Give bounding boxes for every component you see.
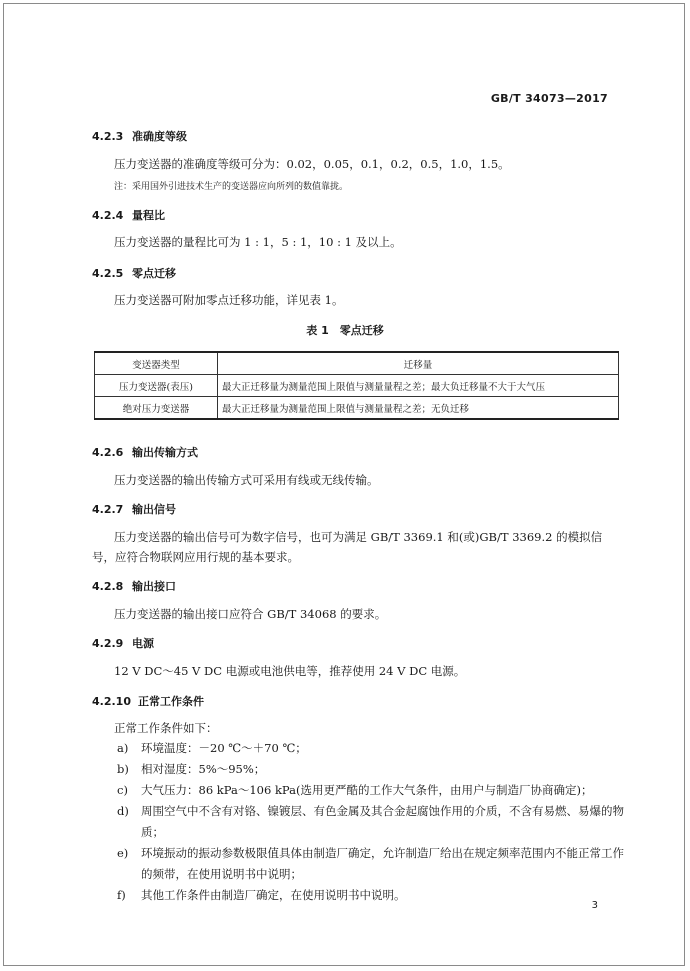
section-heading-signal [92,501,176,517]
section-title: 输出信号 [132,503,176,516]
section-title: 输出传输方式 [132,446,198,459]
section-heading-transmission [92,444,198,460]
section-heading-range [92,207,165,223]
section-title: 正常工作条件 [138,695,204,708]
list-text: 大气压力：86 kPa～106 kPa(选用更严酷的工作大气条件，由用户与制造厂协商确定)； [141,783,593,797]
list-label: f) [117,888,126,902]
conditions-list [117,738,635,906]
table-header-cell: 变送器类型 [95,352,218,375]
zero-shift-table [94,351,619,420]
list-label: b) [117,762,129,776]
accuracy-note: 注：采用国外引进技术生产的变送器应向所列的数值靠拢。 [114,182,349,192]
list-item [117,759,635,780]
document-page [3,3,685,966]
power-paragraph: 12 V DC～45 V DC 电源或电池供电等，推荐使用 24 V DC 电源。 [114,664,466,678]
section-title: 输出接口 [132,580,176,593]
section-number: 4.2.7 [92,503,124,516]
list-item [117,780,635,801]
list-text: 相对湿度：5%～95%； [141,762,266,776]
accuracy-paragraph: 压力变送器的准确度等级可分为：0.02，0.05，0.1，0.2，0.5，1.0，1.5。 [114,157,510,171]
standard-number: GB/T 34073—2017 [490,92,608,105]
section-heading-zero [92,265,176,281]
list-label: c) [117,783,128,797]
zero-paragraph: 压力变送器可附加零点迁移功能，详见表 1。 [114,293,344,307]
list-label: a) [117,741,129,755]
list-text: 环境振动的振动参数极限值具体由制造厂确定，允许制造厂给出在规定频率范围内不能正常工作的频带，在使用说明书中说明； [141,846,624,881]
list-text: 其他工作条件由制造厂确定，在使用说明书中说明。 [141,888,406,902]
signal-paragraph-line2: 号，应符合物联网应用行规的基本要求。 [92,550,299,564]
list-item [117,801,635,843]
list-item [117,843,635,885]
section-heading-accuracy [92,128,187,144]
table-row [95,375,619,397]
table-caption: 表 1 零点迁移 [306,324,384,337]
list-item [117,885,635,906]
page-number: 3 [591,900,598,911]
table-row [95,397,619,420]
section-title: 零点迁移 [132,267,176,280]
table-cell: 最大正迁移量为测量范围上限值与测量量程之差；无负迁移 [218,397,619,420]
table-cell: 绝对压力变送器 [95,397,218,420]
list-text: 环境温度：－20 ℃～＋70 ℃； [141,741,307,755]
table-cell: 最大正迁移量为测量范围上限值与测量量程之差；最大负迁移量不大于大气压 [218,375,619,397]
section-heading-power [92,635,154,651]
section-title: 电源 [132,637,154,650]
signal-paragraph-line1: 压力变送器的输出信号可为数字信号，也可为满足 GB/T 3369.1 和(或)GB/T 3369.2 的模拟信 [114,530,603,544]
range-paragraph: 压力变送器的量程比可为 1 : 1，5 : 1，10 : 1 及以上。 [114,235,402,249]
section-number: 4.2.8 [92,580,124,593]
table-cell: 压力变送器(表压) [95,375,218,397]
table-header-row [95,352,619,375]
section-number: 4.2.10 [92,695,131,708]
transmission-paragraph: 压力变送器的输出传输方式可采用有线或无线传输。 [114,473,379,487]
section-number: 4.2.5 [92,267,124,280]
conditions-intro: 正常工作条件如下： [114,721,218,735]
table-header-cell: 迁移量 [218,352,619,375]
section-number: 4.2.3 [92,130,124,143]
section-title: 量程比 [132,209,165,222]
section-heading-interface [92,578,176,594]
list-item [117,738,635,759]
section-title: 准确度等级 [132,130,187,143]
section-heading-conditions [92,693,204,709]
list-text: 周围空气中不含有对铬、镍镀层、有色金属及其合金起腐蚀作用的介质，不含有易燃、易爆的物质； [141,804,624,839]
section-number: 4.2.4 [92,209,124,222]
list-label: d) [117,804,129,818]
interface-paragraph: 压力变送器的输出接口应符合 GB/T 34068 的要求。 [114,607,387,621]
list-label: e) [117,846,129,860]
section-number: 4.2.6 [92,446,124,459]
section-number: 4.2.9 [92,637,124,650]
